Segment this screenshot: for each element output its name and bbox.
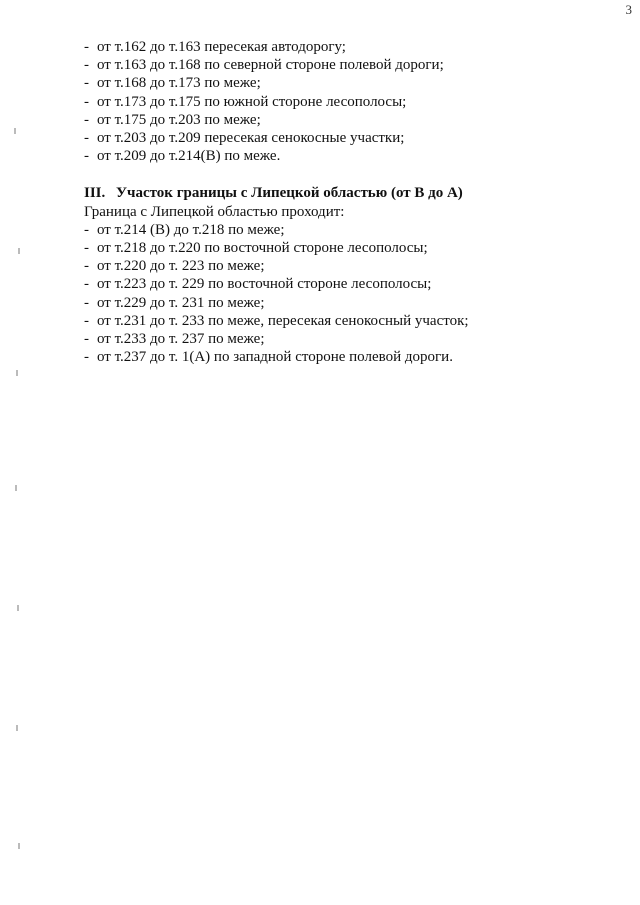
section-heading [84,184,604,202]
boundary-list [84,221,604,367]
list-item [84,330,604,348]
list-item [84,129,604,147]
list-dash: - [84,258,89,275]
list-item [84,38,604,56]
list-item [84,147,604,165]
list-item-text: от т.231 до т. 233 по меже, пересекая сенокосный участок; [97,312,469,329]
list-dash: - [84,276,89,293]
list-dash: - [84,221,89,238]
list-item-text: от т.223 до т. 229 по восточной стороне лесополосы; [97,276,432,293]
list-dash: - [84,331,89,348]
list-item [84,74,604,92]
list-item [84,348,604,366]
list-dash: - [84,57,89,74]
list-item-text: от т.220 до т. 223 по меже; [97,258,265,275]
list-item [84,257,604,275]
scan-speck [16,725,18,731]
scan-speck [18,843,20,849]
list-dash: - [84,148,89,165]
list-item [84,275,604,293]
list-item-text: от т.237 до т. 1(А) по западной стороне полевой дороги. [97,349,453,366]
list-item-text: от т.175 до т.203 по меже; [97,111,261,128]
section-title: Участок границы с Липецкой областью (от В до А) [116,185,463,202]
list-dash: - [84,130,89,147]
list-item [84,93,604,111]
list-item-text: от т.214 (В) до т.218 по меже; [97,221,285,238]
section-number: III. [84,185,106,202]
list-item-text: от т.218 до т.220 по восточной стороне лесополосы; [97,240,428,257]
list-item [84,294,604,312]
list-dash: - [84,39,89,55]
list-item [84,111,604,129]
list-item-text: от т.173 до т.175 по южной стороне лесополосы; [97,93,407,110]
list-item [84,239,604,257]
document-body [84,38,604,366]
scan-speck [14,128,16,134]
list-dash: - [84,294,89,311]
scan-speck [17,605,19,611]
list-dash: - [84,75,89,92]
list-dash: - [84,349,89,366]
list-dash: - [84,312,89,329]
list-item-text: от т.209 до т.214(В) по меже. [97,148,281,165]
list-dash: - [84,111,89,128]
list-dash: - [84,93,89,110]
list-item-text: от т.168 до т.173 по меже; [97,75,261,92]
list-item-text: от т.163 до т.168 по северной стороне полевой дороги; [97,57,444,74]
list-item-text: от т.203 до т.209 пересекая сенокосные участки; [97,130,405,147]
boundary-list-continuation [84,38,604,165]
page-number: 3 [625,2,632,17]
list-item [84,221,604,239]
scan-speck [15,485,17,491]
list-item [84,312,604,330]
list-dash: - [84,240,89,257]
scan-speck [18,248,20,254]
list-item-text: от т.233 до т. 237 по меже; [97,331,265,348]
list-item-text: от т.162 до т.163 пересекая автодорогу; [97,39,346,55]
list-item [84,56,604,74]
section-intro: Граница с Липецкой областью проходит: [84,203,345,220]
scan-speck [16,370,18,376]
list-item-text: от т.229 до т. 231 по меже; [97,294,265,311]
